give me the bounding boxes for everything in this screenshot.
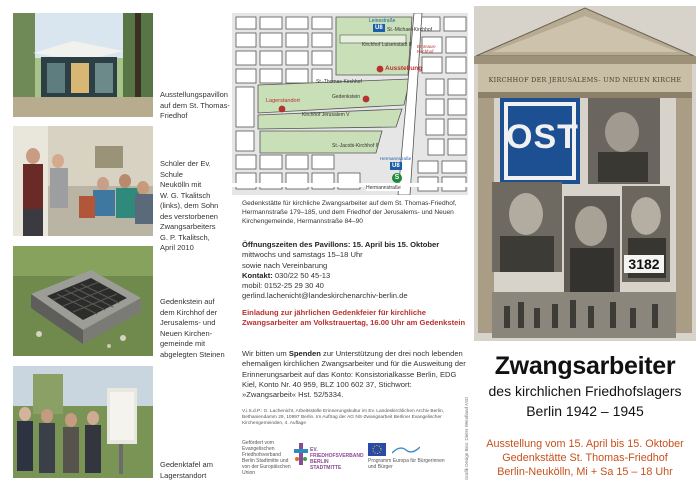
map-label-hermannplatz: Hermannstraße: [380, 156, 412, 161]
pavilion-photo: [13, 13, 153, 117]
cover-column: [470, 0, 700, 497]
prisoner-number: 3182: [624, 255, 664, 273]
opening-hours-appointment: sowie nach Vereinbarung: [242, 260, 328, 270]
map-label-st-thomas: St.-Thomas-Kirchhof: [316, 79, 362, 85]
email-link[interactable]: gerlind.lachenicht@landeskirchenarchiv-berlin.de: [242, 291, 408, 301]
map-label-jakobi: St.-Jacobi-Kirchhof II: [332, 143, 379, 149]
efv-cross-icon: [294, 443, 308, 465]
efv-logo-text: EV. FRIEDHOFSVERBAND BERLIN STADTMITTE: [310, 447, 364, 471]
gate-inscription: KIRCHHOF DER JERUSALEMS- UND NEUEN KIRCHE: [488, 76, 682, 84]
map-label-hermannstrasse: Hermannstraße: [366, 185, 401, 191]
memorial-stone-caption: Gedenkstein auf dem Kirchhof der Jerusalems- und Neuen Kirchen- gemeinde mit abgelegten Steinen: [160, 297, 225, 359]
europe-program-icon: [392, 445, 420, 455]
subtitle: des kirchlichen Friedhofslagers: [488, 383, 682, 399]
pavilion-caption: Ausstellungspavillon auf dem St. Thomas- Friedhof: [160, 90, 230, 120]
students-caption: Schüler der Ev. Schule Neukölln mit W. G. Tkalitsch (links), dem Sohn des verstorbenen Zwangsarbeiters G. P. Tkalitsch, April 2010: [160, 159, 219, 252]
opening-hours-days: mittwochs und samstags 15–18 Uhr: [242, 250, 363, 260]
map-label-ausstellung: Ausstellung: [385, 65, 423, 72]
location-map: [232, 13, 468, 195]
exhibition-dates: Ausstellung vom 15. April bis 15. Oktober: [486, 438, 684, 450]
contact-label: Kontakt:: [242, 270, 273, 280]
info-column: [232, 0, 470, 497]
exhibition-location: Gedenkstätte St. Thomas-Friedhof: [502, 452, 668, 464]
memorial-stone-photo: [13, 246, 153, 356]
map-label-lagerstandort: Lagerstandort: [266, 98, 300, 104]
ost-badge: OST: [506, 118, 579, 156]
eu-flag-icon: [368, 443, 386, 456]
eu-logo-text: Programm Europa für Bürgerinnen und Bürger: [368, 458, 445, 470]
map-label-emmaus: Emmaus-Kirchhof: [417, 44, 437, 54]
map-label-st-michael: St.-Michael-Kirchhof: [387, 27, 433, 33]
contact-phone: 030/22 50 45-13: [272, 270, 331, 280]
s-bahn-badge: S: [392, 173, 402, 183]
u8-badge-north: U8: [375, 25, 383, 31]
design-credit: Grafik Design Biss: Dieter Wendland ASD: [464, 396, 469, 480]
opening-hours-title: Öffnungszeiten des Pavillons: 15. April bis 15. Oktober: [242, 240, 440, 249]
u8-badge-south: U8: [392, 163, 400, 169]
photo-column: [0, 0, 232, 497]
map-label-jerusalem: Kirchhof Jerusalem V: [302, 112, 350, 118]
main-title: Zwangsarbeiter: [494, 352, 676, 380]
contact-line: [242, 271, 466, 281]
plaque-photo: [13, 366, 153, 478]
funding-note: Gefördert vom Evangelischen Friedhofsverband Berlin Stadtmitte und von der Europäischen Union: [242, 440, 291, 476]
cover-collage: [470, 0, 700, 345]
address-text: Gedenkstätte für kirchliche Zwangsarbeiter auf dem St. Thomas-Friedhof, Hermannstraße 179–185, und dem Friedhof der Jerusalems- und Neuen Kirchengemeinde, Hermannstraße 84–90: [242, 200, 457, 225]
mobile-number: mobil: 0152-25 29 30 40: [242, 281, 324, 291]
donation-text: Wir bitten um Spenden zur Unterstützung der drei noch lebenden ehemaligen kirchlichen Zwangsarbeiter und für die Ausweitung der Erinnerungsarbeit auf das Konto: Konsistorialkasse Berlin, EDG Kiel, Konto Nr. 40 959, BLZ 100 602 37, Stichwort: »Zwangsarbeit« Hst. 52/5334.: [242, 349, 466, 400]
imprint-text: V.i.S.d.P.: G. Lachenicht, Arbeitsstelle Erinnerungskultur im Ev. Landeskirchlichen Archiv Berlin, Bethaniendamm 29, 10997 Berlin. Im Auftrag der AG NS-Zwangsarbeit Berliner Evangelischer Kirchengemeinden, 4. Auflage: [242, 409, 445, 427]
invitation-text: Einladung zur jährlichen Gedenkfeier für kirchliche Zwangsarbeiter am Volkstrauertag, 16.00 Uhr am Gedenkstein: [242, 308, 466, 328]
opening-hours: [242, 240, 466, 302]
map-label-leinestrasse: Leinestraße: [369, 18, 396, 24]
exhibition-hours: Berlin-Neukölln, Mi + Sa 15 – 18 Uhr: [497, 466, 673, 478]
map-label-gedenkstein: Gedenkstein: [332, 94, 361, 100]
plaque-caption: Gedenktafel am Lagerstandort: [160, 460, 213, 480]
map-label-luisenstadt: Kirchhof Luisenstadt II: [362, 42, 412, 48]
years: Berlin 1942 – 1945: [526, 403, 644, 419]
students-photo: [13, 126, 153, 236]
